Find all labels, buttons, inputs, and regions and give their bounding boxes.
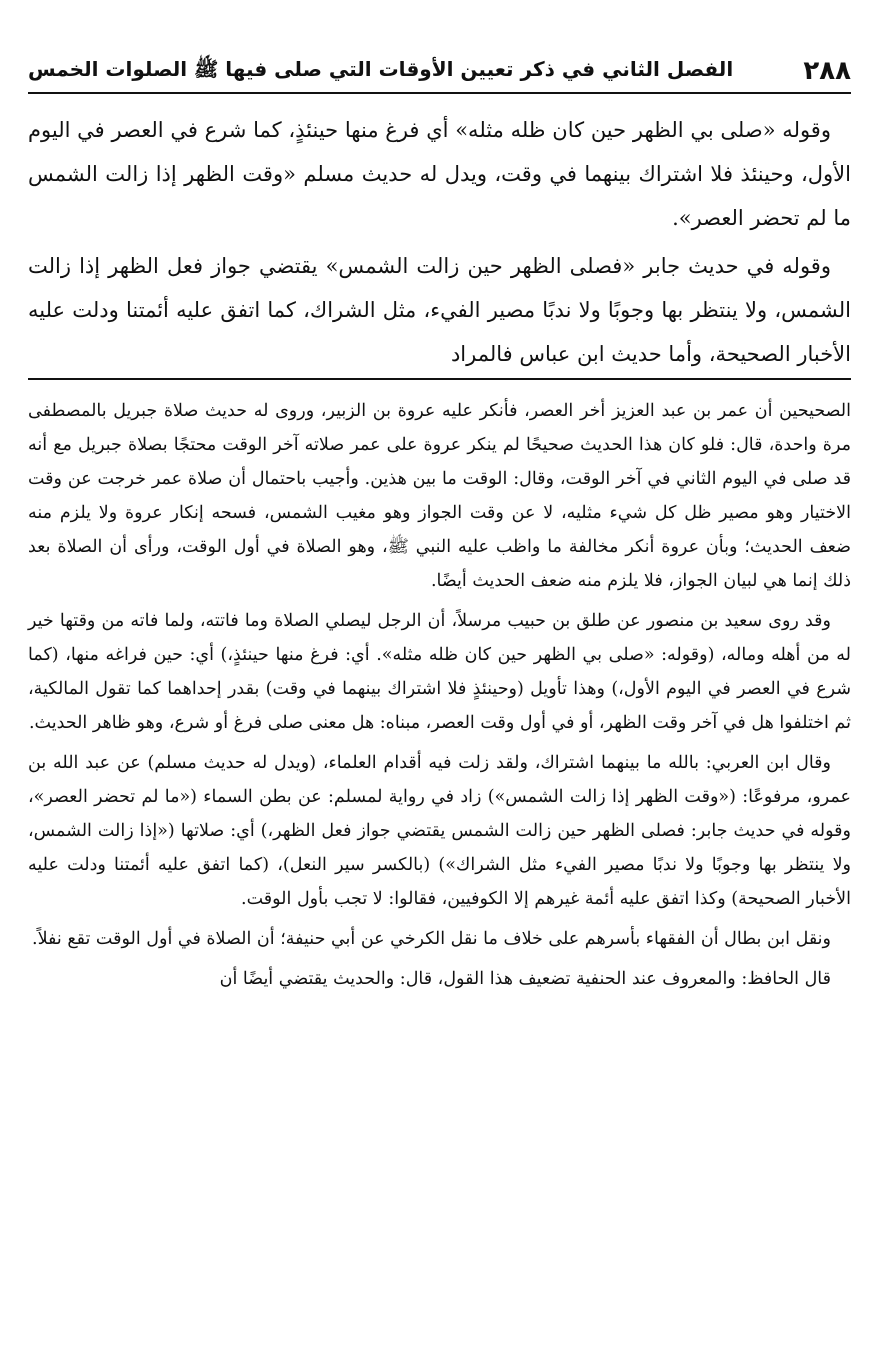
running-title: الفصل الثاني في ذكر تعيين الأوقات التي صلى فيها ﷺ الصلوات الخمس [28, 56, 734, 81]
commentary-text [28, 394, 851, 1002]
footnote-divider [28, 378, 851, 380]
main-paragraph: وقوله في حديث جابر «فصلى الظهر حين زالت الشمس» يقتضي جواز فعل الظهر إذا زالت الشمس، ولا ينتظر بها وجوبًا ولا ندبًا مصير الفيء، مثل الشراك، كما اتفق عليه أئمتنا ودلت عليه الأخبار الصحيحة، وأما حديث ابن عباس فالمراد [28, 254, 851, 366]
page-number: ٢٨٨ [803, 56, 851, 86]
commentary-paragraph: الصحيحين أن عمر بن عبد العزيز أخر العصر، فأنكر عليه عروة بن الزبير، وروى له حديث صلاة جبريل بالمصطفى مرة واحدة، قال: فلو كان هذا الحديث صحيحًا لم ينكر عروة على عمر صلاته آخر الوقت محتجًا بصلاة جبريل مع أنه قد صلى في اليوم الثاني في آخر الوقت، وقال: الوقت ما بين هذين. وأجيب باحتمال أن صلاة عمر خرجت عن وقت الاختيار وهو مصير ظل كل شيء مثليه، لا عن وقت الجواز وهو مغيب الشمس، فسحه إنكار عروة ولا يلزم منه ضعف الحديث؛ وبأن عروة أنكر مخالفة ما واظب عليه النبي ﷺ، وهو الصلاة في أول الوقت، ورأى أن الصلاة بعد ذلك إنما هي لبيان الجواز، فلا يلزم منه ضعف الحديث أيضًا. [28, 401, 851, 591]
page-header [28, 50, 851, 94]
commentary-paragraph: قال الحافظ: والمعروف عند الحنفية تضعيف هذا القول، قال: والحديث يقتضي أيضًا أن [219, 969, 831, 989]
commentary-paragraph: وقال ابن العربي: بالله ما بينهما اشتراك، ولقد زلت فيه أقدام العلماء، (ويدل له حديث مسلم) عن عبد الله بن عمرو، مرفوعًا: («وقت الظهر إذا زالت الشمس») زاد في رواية لمسلم: عن بطن السماء («ما لم تحضر العصر»، وقوله في حديث جابر: فصلى الظهر حين زالت الشمس يقتضي جواز فعل الظهر،) أي: صلاتها («إذا زالت الشمس، ولا ينتظر بها وجوبًا ولا ندبًا مصير الفيء مثل الشراك») (بالكسر سير النعل)، (كما اتفق عليه أئمتنا ودلت عليه الأخبار الصحيحة) وكذا اتفق عليه أئمة غيرهم إلا الكوفيين، فقالوا: لا تجب بأول الوقت. [28, 753, 851, 909]
main-paragraph: وقوله «صلى بي الظهر حين كان ظله مثله» أي فرغ منها حينئذٍ، كما شرع في العصر في اليوم الأول، وحينئذ فلا اشتراك بينهما في وقت، ويدل له حديث مسلم «وقت الظهر إذا زالت الشمس ما لم تحضر العصر». [28, 118, 851, 230]
commentary-paragraph: وقد روى سعيد بن منصور عن طلق بن حبيب مرسلاً، أن الرجل ليصلي الصلاة وما فاتته، ولما فاته من وقتها خير له من أهله وماله، (وقوله: «صلى بي الظهر حين كان ظله مثله». أي: فرغ منها حينئذٍ،) أي: حين فراغه منها، (كما شرع في العصر في اليوم الأول،) وهذا تأويل (وحينئذٍ فلا اشتراك بينهما في وقت) بقدر إحداهما كما تقول المالكية، ثم اختلفوا هل في آخر وقت الظهر، أو في أول وقت العصر، مبناه: هل معنى صلى فرغ أو شرع، وهو ظاهر الحديث. [28, 611, 851, 733]
main-text [28, 108, 851, 380]
commentary-paragraph: ونقل ابن بطال أن الفقهاء بأسرهم على خلاف ما نقل الكرخي عن أبي حنيفة؛ أن الصلاة في أول الوقت تقع نفلاً. [32, 929, 831, 949]
